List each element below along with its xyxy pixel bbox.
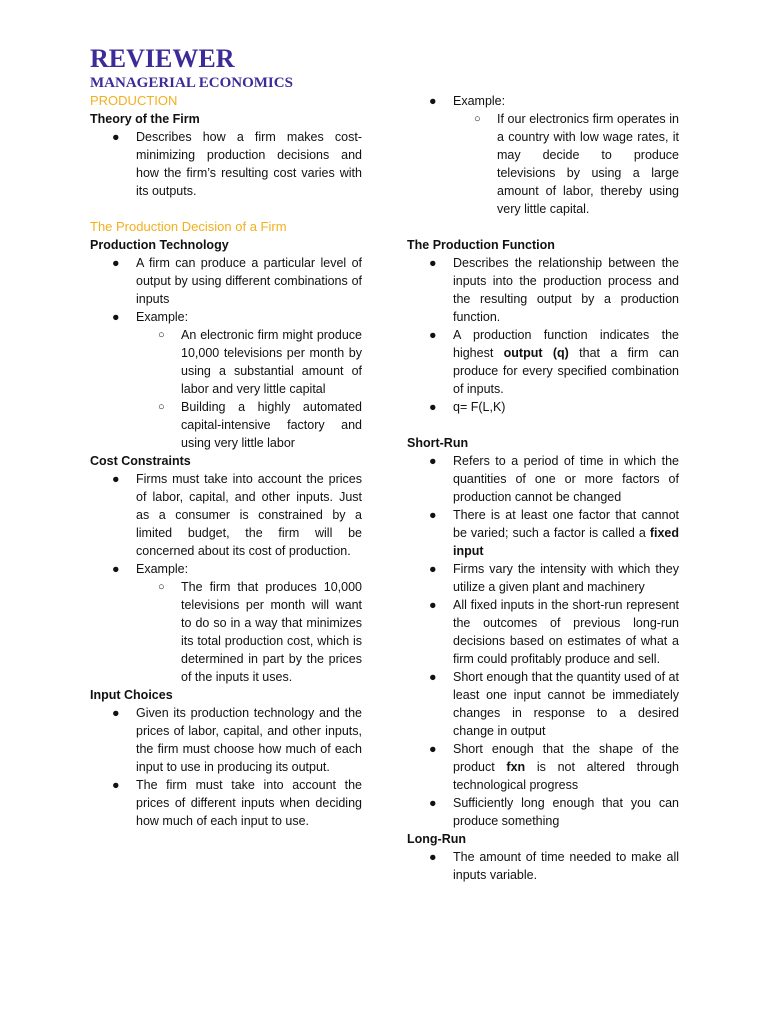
sub-list-item xyxy=(90,578,362,686)
function-heading: The Production Function xyxy=(407,238,555,252)
list-item-text: If our electronics firm operates in a country with low wage rates, it may decide to produce televisions by using a large amount of labor, thereby using very little capital. xyxy=(497,112,679,216)
list-item-text: Short enough that the quantity used of at least one input cannot be immediately changes in response to a desired change in output xyxy=(453,670,679,738)
section-heading: PRODUCTION xyxy=(90,93,178,108)
list-item-bold-text: fxn xyxy=(506,760,526,774)
list-item-text: Example: xyxy=(453,94,506,108)
theory-heading: Theory of the Firm xyxy=(90,112,200,126)
bullet-icon: ● xyxy=(429,328,437,342)
sub-list-item xyxy=(90,326,362,398)
list-item-text: The firm must take into account the prices of different inputs when deciding how much of each input to use. xyxy=(136,778,362,828)
list-item xyxy=(90,776,362,830)
list-item-text: Describes how a firm makes cost-minimizing production decisions and how the firm’s resulting cost varies with its outputs. xyxy=(136,130,362,198)
bullet-icon: ● xyxy=(429,598,437,612)
document-subtitle: MANAGERIAL ECONOMICS xyxy=(90,75,293,91)
list-item xyxy=(407,452,679,506)
list-item-text: Sufficiently long enough that you can produce something xyxy=(453,796,679,828)
list-item-text: Describes the relationship between the inputs into the production process and the resulting output by a production function. xyxy=(453,256,679,324)
technology-heading: Production Technology xyxy=(90,238,229,252)
list-item-text: Example: xyxy=(136,310,189,324)
bullet-icon: ● xyxy=(112,310,120,324)
list-item xyxy=(90,308,362,326)
bullet-icon: ● xyxy=(429,850,437,864)
circle-bullet-icon: ○ xyxy=(158,329,165,341)
list-item-text: Given its production technology and the prices of labor, capital, and other inputs, the firm must choose how much of each input to use in producing its output. xyxy=(136,706,362,774)
input-heading: Input Choices xyxy=(90,688,173,702)
list-item xyxy=(407,794,679,830)
list-item-text: Short enough that the shape of the product xyxy=(453,742,679,774)
circle-bullet-icon: ○ xyxy=(158,401,165,413)
bullet-icon: ● xyxy=(429,400,437,414)
circle-bullet-icon: ○ xyxy=(158,581,165,593)
bullet-icon: ● xyxy=(429,508,437,522)
list-item-text: There is at least one factor that cannot be varied; such a factor is called a xyxy=(453,508,679,540)
right-column xyxy=(407,92,679,884)
list-item xyxy=(407,740,679,794)
list-item xyxy=(90,254,362,308)
short-run-heading: Short-Run xyxy=(407,436,469,450)
function-list xyxy=(407,254,679,416)
bullet-icon: ● xyxy=(112,130,120,144)
list-item-text: Refers to a period of time in which the quantities of one or more factors of production cannot be changed xyxy=(453,454,679,504)
list-item xyxy=(90,560,362,578)
list-item-text: The firm that produces 10,000 televisions per month will want to do so in a way that minimizes its total production cost, which is determined in part by the prices of the inputs it uses. xyxy=(181,580,362,684)
list-item-text: Building a highly automated capital-intensive factory and using very little labor xyxy=(181,400,362,450)
list-item-text: is not altered through technological progress xyxy=(453,760,679,792)
sub-list-item xyxy=(407,110,679,218)
example-list xyxy=(407,92,679,218)
list-item xyxy=(407,848,679,884)
list-item xyxy=(407,506,679,560)
list-item xyxy=(407,92,679,110)
list-item xyxy=(407,254,679,326)
bullet-icon: ● xyxy=(112,778,120,792)
long-run-heading: Long-Run xyxy=(407,832,467,846)
circle-bullet-icon: ○ xyxy=(474,113,481,125)
bullet-icon: ● xyxy=(429,94,437,108)
left-column xyxy=(90,44,362,830)
list-item xyxy=(407,326,679,398)
cost-list xyxy=(90,470,362,686)
long-run-list xyxy=(407,848,679,884)
bullet-icon: ● xyxy=(112,256,120,270)
technology-list xyxy=(90,254,362,452)
list-item-text: An electronic firm might produce 10,000 televisions per month by using a substantial amount of labor and very little capital xyxy=(181,328,362,396)
list-item xyxy=(90,470,362,560)
list-item-text: Example: xyxy=(136,562,189,576)
bullet-icon: ● xyxy=(429,670,437,684)
list-item-text: A firm can produce a particular level of output by using different combinations of inputs xyxy=(136,256,362,306)
list-item-text: Firms vary the intensity with which they utilize a given plant and machinery xyxy=(453,562,679,594)
cost-heading: Cost Constraints xyxy=(90,454,191,468)
bullet-icon: ● xyxy=(429,256,437,270)
document-title: REVIEWER xyxy=(90,44,235,73)
sub-list-item xyxy=(90,398,362,452)
bullet-icon: ● xyxy=(429,796,437,810)
bullet-icon: ● xyxy=(112,472,120,486)
list-item-bold-text: fixed input xyxy=(453,526,679,558)
list-item xyxy=(90,128,362,200)
bullet-icon: ● xyxy=(429,454,437,468)
list-item-text: q= F(L,K) xyxy=(453,400,506,414)
list-item xyxy=(407,596,679,668)
bullet-icon: ● xyxy=(429,562,437,576)
list-item-text: Firms must take into account the prices of labor, capital, and other inputs. Just as a consumer is constrained by a limited budget, the firm will be concerned about its cost of production. xyxy=(136,472,362,558)
bullet-icon: ● xyxy=(112,562,120,576)
list-item-text: A production function indicates the highest xyxy=(453,328,679,360)
list-item xyxy=(407,398,679,416)
decision-heading: The Production Decision of a Firm xyxy=(90,219,287,234)
list-item-text: The amount of time needed to make all inputs variable. xyxy=(453,850,679,882)
bullet-icon: ● xyxy=(429,742,437,756)
input-list xyxy=(90,704,362,830)
list-item-text: All fixed inputs in the short-run represent the outcomes of previous long-run decisions based on estimates of what a firm could profitably produce and sell. xyxy=(453,598,679,666)
short-run-list xyxy=(407,452,679,830)
list-item xyxy=(90,704,362,776)
list-item-bold-text: output (q) xyxy=(503,346,569,360)
bullet-icon: ● xyxy=(112,706,120,720)
list-item xyxy=(407,668,679,740)
list-item-text: that a firm can produce for every specified combination of inputs. xyxy=(453,346,679,396)
theory-list xyxy=(90,128,362,200)
list-item xyxy=(407,560,679,596)
